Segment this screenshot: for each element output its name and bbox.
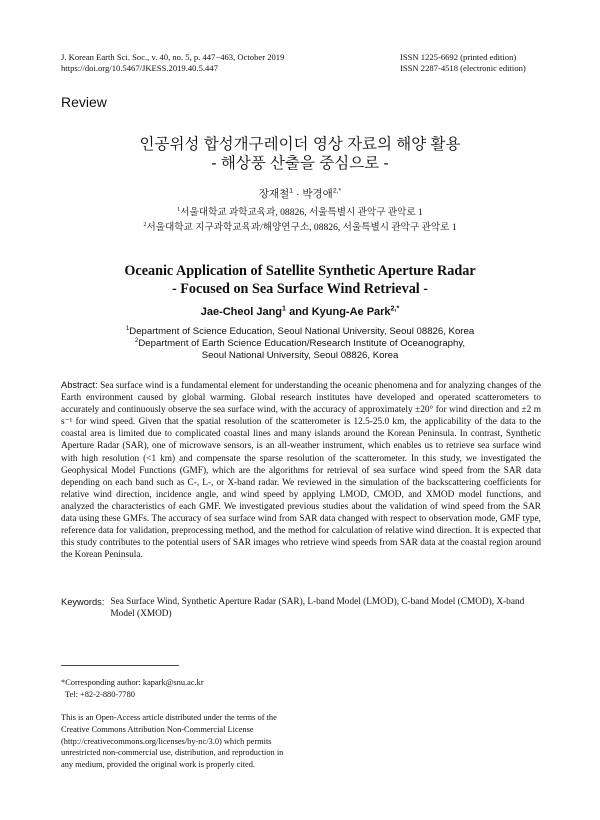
english-affiliation-2-cont: Seoul National University, Seoul 08826, Korea bbox=[201, 350, 399, 361]
issn-electronic: ISSN 2287-4518 (electronic edition) bbox=[400, 63, 526, 73]
corresponding-author bbox=[61, 677, 204, 700]
korean-affiliation-2 bbox=[0, 220, 600, 235]
abstract bbox=[61, 379, 541, 561]
korean-author-2: 박경애 bbox=[302, 188, 333, 200]
keywords-text: Sea Surface Wind, Synthetic Aperture Radar (SAR), L-band Model (LMOD), C-band Model (CMOD), X-band Model (XMOD) bbox=[110, 597, 525, 620]
english-author-1-sup: 1 bbox=[282, 304, 287, 313]
english-title-line2: - Focused on Sea Surface Wind Retrieval - bbox=[171, 281, 429, 297]
korean-affiliations bbox=[0, 205, 600, 235]
license-note: This is an Open-Access article distributed under the terms of the Creative Commons Attribution Non-Commercial License (http://creativecommons.org/licenses/by-nc/3.0) which permits unrestricted non-commercial use, distribution, and reproduction in any medium, provided the original work is properly cited. bbox=[61, 713, 284, 770]
corresponding-tel: Tel: +82-2-880-7780 bbox=[65, 689, 135, 699]
english-author-and: and bbox=[286, 306, 312, 318]
korean-title-line2: - 해상풍 산출을 중심으로 - bbox=[211, 155, 389, 172]
footnote-divider bbox=[61, 665, 179, 666]
english-affiliation-1-text: Department of Science Education, Seoul National University, Seoul 08826, Korea bbox=[129, 326, 475, 337]
korean-author-1: 장재철 bbox=[258, 188, 290, 200]
abstract-label: Abstract: bbox=[61, 380, 98, 390]
abstract-text: Sea surface wind is a fundamental element for understanding the oceanic phenomena and for analyzing changes of the Earth environment caused by global warming. Global research institutes have developed and operated scatterometers to accurately and continuously observe the sea surface wind, with the accuracy of approximately ±20° for wind direction and ±2 m s⁻¹ for wind speed. Given that the spatial resolution of the scatterometer is 12.5-25.0 km, the applicability of the data to the coastal area is limited due to complicated coastal lines and many islands around the Korean Peninsula. In contrast, Synthetic Aperture Radar (SAR), one of microwave sensors, is an all-weather instrument, which enables us to retrieve sea surface wind with high resolution (<1 km) and compensate the sparse resolution of the scatterometer. In this study, we investigated the Geophysical Model Functions (GMF), which are the algorithms for retrieval of sea surface wind speed from the SAR data depending on each band such as C-, L-, or X-band radar. We reviewed in the simulation of the backscattering coefficients for relative wind direction, incidence angle, and wind speed by applying LMOD, CMOD, and XMOD model functions, and analyzed the characteristics of each GMF. We investigated previous studies about the validation of wind speed from the SAR data using these GMFs. The accuracy of sea surface wind from SAR data changed with respect to observation mode, GMF type, reference data for validation, preprocessing method, and the method for calculation of relative wind direction. It is expected that this study contributes to the potential users of SAR images who retrieve wind speeds from SAR data at the coastal region around the Korean Peninsula. bbox=[61, 381, 541, 561]
english-author-2-sup: 2,* bbox=[390, 304, 400, 313]
english-title bbox=[0, 262, 600, 298]
korean-authors bbox=[0, 186, 600, 201]
korean-title-line1: 인공위성 합성개구레이더 영상 자료의 해양 활용 bbox=[139, 136, 461, 153]
english-affiliation-1-sup: 1 bbox=[125, 324, 130, 332]
korean-affiliation-1 bbox=[0, 205, 600, 220]
korean-affiliation-2-sup: 2 bbox=[143, 220, 147, 228]
english-author-1: Jae-Cheol Jang bbox=[200, 306, 283, 318]
english-affiliation-1 bbox=[0, 326, 600, 338]
korean-author-2-sup: 2,* bbox=[332, 187, 342, 195]
corresponding-email: *Corresponding author: kapark@snu.ac.kr bbox=[61, 678, 204, 687]
journal-citation: J. Korean Earth Sci. Soc., v. 40, no. 5, p. 447−463, October 2019 bbox=[61, 52, 285, 62]
english-title-line1: Oceanic Application of Satellite Synthetic Aperture Radar bbox=[124, 263, 476, 279]
doi-link[interactable]: https://doi.org/10.5467/JKESS.2019.40.5.447 bbox=[61, 63, 218, 73]
korean-affiliation-1-sup: 1 bbox=[177, 205, 181, 213]
issn-print: ISSN 1225-6692 (printed edition) bbox=[400, 52, 517, 62]
english-affiliation-2-line1: Department of Earth Science Education/Research Institute of Oceanography, bbox=[138, 338, 466, 349]
section-label: Review bbox=[61, 94, 107, 110]
korean-author-1-sup: 1 bbox=[289, 187, 294, 195]
korean-title bbox=[0, 135, 600, 173]
english-author-2: Kyung-Ae Park bbox=[311, 306, 391, 318]
journal-header bbox=[61, 52, 284, 74]
korean-affiliation-2-text: 서울대학교 지구과학교육과/해양연구소, 08826, 서울특별시 관악구 관악로 1 bbox=[146, 222, 457, 233]
issn-block bbox=[400, 52, 526, 74]
english-authors bbox=[0, 306, 600, 318]
english-affiliation-2-sup: 2 bbox=[134, 336, 139, 344]
english-affiliations bbox=[0, 326, 600, 362]
korean-author-separator: · bbox=[293, 188, 303, 200]
keywords bbox=[61, 596, 541, 620]
korean-affiliation-1-text: 서울대학교 과학교육과, 08826, 서울특별시 관악구 관악로 1 bbox=[180, 207, 423, 218]
english-affiliation-2 bbox=[0, 338, 600, 350]
keywords-label: Keywords: bbox=[61, 597, 105, 607]
